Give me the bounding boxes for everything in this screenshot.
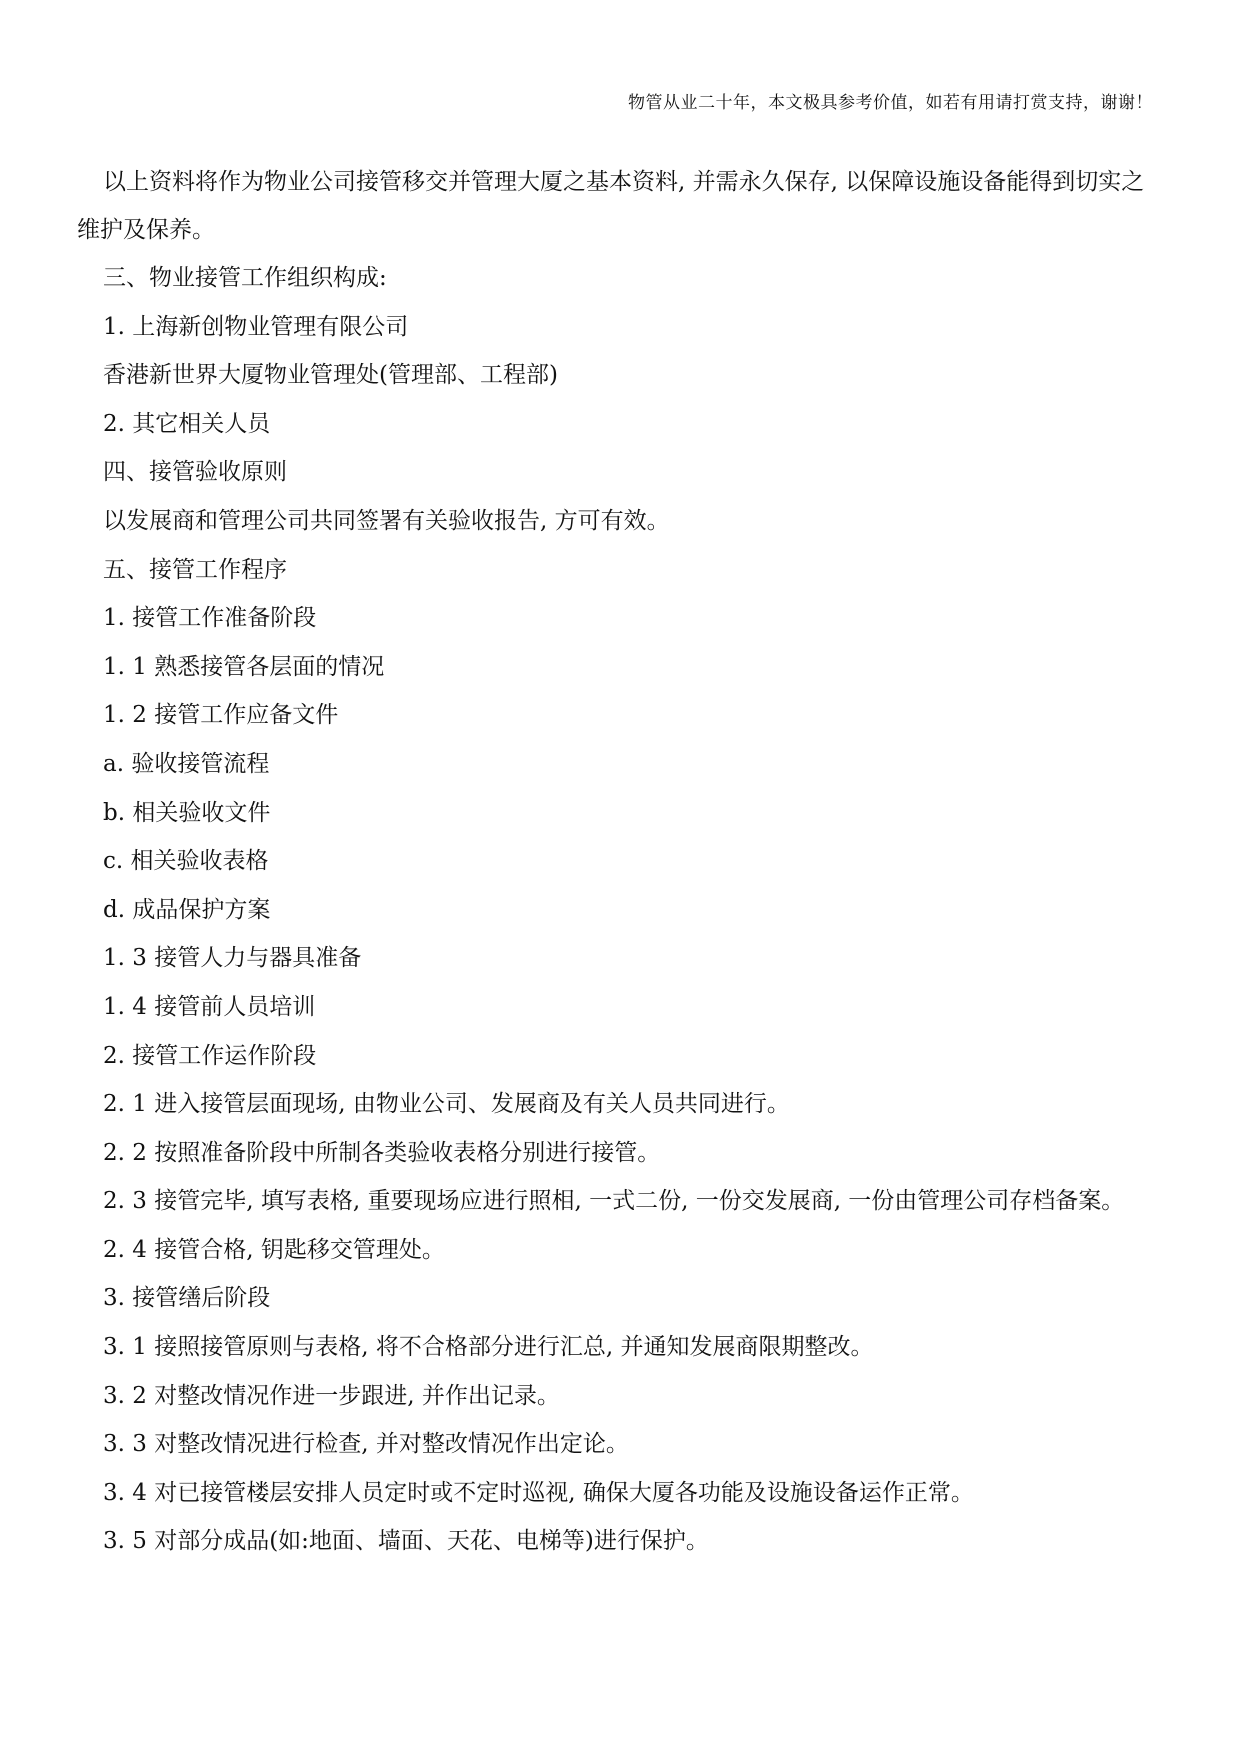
- document-line: 3. 1 接照接管原则与表格, 将不合格部分进行汇总, 并通知发展商限期整改。: [103, 1334, 874, 1361]
- document-line: a. 验收接管流程: [103, 750, 270, 777]
- document-line: 3. 5 对部分成品(如:地面、墙面、天花、电梯等)进行保护。: [103, 1528, 709, 1555]
- document-line: 2. 4 接管合格, 钥匙移交管理处。: [103, 1236, 445, 1263]
- document-line: 3. 3 对整改情况进行检查, 并对整改情况作出定论。: [103, 1431, 629, 1458]
- document-line: 1. 4 接管前人员培训: [103, 993, 316, 1020]
- document-line: 1. 1 熟悉接管各层面的情况: [103, 653, 385, 680]
- document-body: [77, 158, 1167, 1566]
- document-line: b. 相关验收文件: [103, 799, 271, 826]
- document-line: 3. 接管缮后阶段: [103, 1285, 271, 1312]
- document-line: 1. 2 接管工作应备文件: [103, 702, 339, 729]
- document-line: 2. 3 接管完毕, 填写表格, 重要现场应进行照相, 一式二份, 一份交发展商, 一份由管理公司存档备案。: [103, 1188, 1125, 1215]
- document-line: 2. 其它相关人员: [103, 410, 271, 437]
- document-lines: [77, 254, 1167, 1566]
- document-line: 以发展商和管理公司共同签署有关验收报告, 方可有效。: [103, 507, 670, 534]
- intro-paragraph: 以上资料将作为物业公司接管移交并管理大厦之基本资料, 并需永久保存, 以保障设施设备能得到切实之维护及保养。: [77, 169, 1145, 243]
- document-line: 3. 2 对整改情况作进一步跟进, 并作出记录。: [103, 1382, 560, 1409]
- document-line: 2. 1 进入接管层面现场, 由物业公司、发展商及有关人员共同进行。: [103, 1091, 790, 1118]
- document-line: 1. 3 接管人力与器具准备: [103, 945, 362, 972]
- document-line: 1. 接管工作准备阶段: [103, 605, 317, 632]
- document-line: 1. 上海新创物业管理有限公司: [103, 313, 409, 340]
- document-line: 三、物业接管工作组织构成:: [103, 265, 387, 291]
- document-line: 3. 4 对已接管楼层安排人员定时或不定时巡视, 确保大厦各功能及设施设备运作正常。: [103, 1479, 974, 1506]
- document-line: d. 成品保护方案: [103, 896, 271, 923]
- document-line: c. 相关验收表格: [103, 848, 269, 875]
- document-line: 2. 接管工作运作阶段: [103, 1042, 317, 1069]
- document-line: 五、接管工作程序: [103, 556, 287, 583]
- header-note: 物管从业二十年，本文极具参考价值，如若有用请打赏支持，谢谢！: [628, 93, 1153, 113]
- document-line: 四、接管验收原则: [103, 459, 287, 486]
- document-line: 香港新世界大厦物业管理处(管理部、工程部): [103, 362, 558, 389]
- document-line: 2. 2 按照准备阶段中所制各类验收表格分别进行接管。: [103, 1139, 661, 1166]
